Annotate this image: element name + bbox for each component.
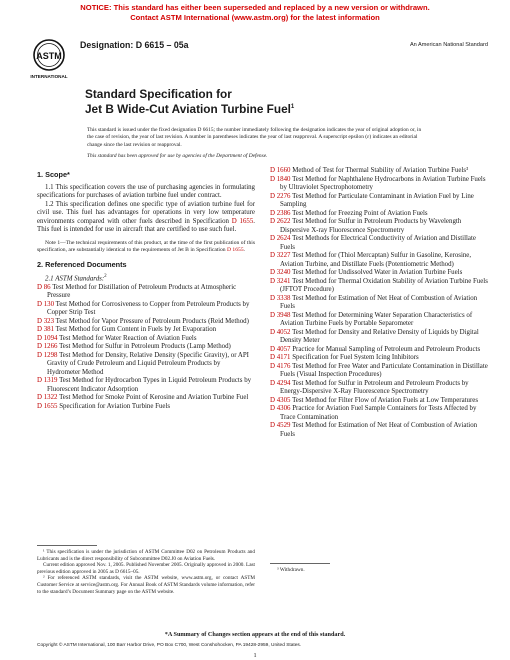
reference-title: Test Method for Smoke Point of Kerosine and Aviation Turbine Fuel	[57, 394, 249, 402]
reference-title: Test Method for Naphthalene Hydrocarbons in Aviation Turbine Fuels by Ultraviolet Spectrophotometry	[280, 175, 486, 191]
reference-code-link[interactable]: D 4529	[270, 422, 291, 429]
reference-title: Test Method for Corrosiveness to Copper from Petroleum Products by Copper Strip Test	[47, 300, 250, 317]
reference-item	[37, 403, 255, 412]
footnote-1: ¹ This specification is under the jurisdiction of ASTM Committee D02 on Petroleum Products and Lubricants and is the direct responsibility of Subcommittee D02.J0 on Aviation Fuels.	[37, 549, 255, 562]
reference-item	[270, 278, 492, 295]
reference-title: Test Method for Gum Content in Fuels by Jet Evaporation	[54, 326, 217, 334]
reference-title: Test Method for Estimation of Net Heat of Combustion of Aviation Fuels	[280, 294, 478, 310]
scope-para-1-1: 1.1 This specification covers the use of purchasing agencies in formulating specifications for purchases of aviation turbine fuel under contract.	[37, 183, 255, 199]
astm-logo-icon	[30, 38, 68, 82]
reference-code-link[interactable]: D 2276	[270, 192, 291, 200]
reference-code-link[interactable]: D 1322	[37, 394, 58, 402]
footnote-divider	[37, 545, 97, 546]
reference-title: Method of Test for Thermal Stability of Aviation Turbine Fuels³	[290, 167, 469, 174]
reference-item	[270, 210, 492, 219]
reference-item	[270, 354, 492, 363]
reference-item	[270, 295, 492, 312]
reference-item	[270, 380, 492, 397]
notice-banner	[0, 3, 510, 23]
reference-title: Specification for Aviation Turbine Fuels	[57, 402, 171, 410]
reference-title: Test Method for Vapor Pressure of Petroleum Products (Reid Method)	[54, 317, 249, 325]
intro-dod-note: This standard has been approved for use by agencies of the Department of Defense.	[87, 153, 268, 159]
reference-title: Specification for Fuel System Icing Inhibitors	[290, 354, 419, 361]
left-column	[37, 167, 255, 411]
reference-title: Test Method for Filter Flow of Aviation Fuels at Low Temperatures	[290, 396, 479, 404]
right-column	[270, 167, 492, 439]
reference-code-link[interactable]: D 3227	[270, 252, 291, 259]
reference-item	[270, 193, 492, 210]
designation: Designation: D 6615 – 05a	[80, 40, 189, 50]
reference-item	[270, 329, 492, 346]
reference-code-link[interactable]: D 2622	[270, 218, 291, 225]
reference-code-link[interactable]: D 1840	[270, 175, 291, 183]
reference-title: Test Method for Thermal Oxidation Stability of Aviation Turbine Fuels (JFTOT Procedure)	[280, 277, 488, 293]
reference-code-link[interactable]: D 2386	[270, 209, 291, 217]
reference-code-link[interactable]: D 1266	[37, 343, 58, 351]
reference-title: Practice for Manual Sampling of Petroleum and Petroleum Products	[290, 345, 481, 353]
reference-title: Test Method for Sulfur in Petroleum and Petroleum Products by Energy-Dispersive X-Ray Fluorescence Spectrometry	[280, 379, 469, 395]
reference-item	[37, 343, 255, 352]
scope-heading: 1. Scope*	[37, 170, 70, 179]
reference-code-link[interactable]: D 1298	[37, 351, 58, 359]
summary-of-changes-note: *A Summary of Changes section appears at the end of this standard.	[164, 631, 346, 638]
reference-item	[270, 312, 492, 329]
page-number: 1	[253, 652, 257, 659]
svg-text:ASTM: ASTM	[36, 51, 62, 61]
reference-item	[37, 326, 255, 335]
reference-code-link[interactable]: D 4057	[270, 345, 291, 353]
reference-item	[37, 394, 255, 403]
reference-code-link[interactable]: D 4306	[270, 405, 291, 412]
scope-para-1-2: 1.2 This specification defines one specific type of aviation turbine fuel for civil use. This fuel has advantages for operations in very low temperature environments compared with other fuels described in Specification D 1655. This fuel is intended for use in aircraft that are certified to use such fuel.	[37, 200, 256, 233]
reference-item	[270, 363, 492, 380]
reference-title: Test Method for Density and Relative Density of Liquids by Digital Density Meter	[280, 328, 479, 344]
astm-standards-subheading: 2.1 ASTM Standards:$^2$	[45, 274, 107, 283]
reference-item	[37, 318, 255, 327]
logo-text: INTERNATIONAL	[30, 74, 68, 79]
reference-title: Test Method for Hydrocarbon Types in Liquid Petroleum Products by Fluorescent Indicator Adsorption	[47, 377, 252, 393]
reference-code-link[interactable]: D 381	[37, 326, 55, 334]
reference-code-link[interactable]: D 323	[37, 317, 55, 325]
title-line-1: Standard Specification for	[85, 87, 232, 101]
reference-code-link[interactable]: D 3948	[270, 311, 291, 319]
reference-code-link[interactable]: D 130	[37, 300, 55, 308]
footnotes	[37, 549, 255, 595]
reference-item	[270, 235, 492, 252]
american-national-standard: An American National Standard	[409, 42, 488, 48]
reference-title: Test Method for Sulfur in Petroleum Products by Wavelength Dispersive X-ray Fluorescence Spectrometry	[280, 218, 462, 234]
footnote-1-edition: Current edition approved Nov. 1, 2005. Published November 2005. Originally approved in 2000. Last previous edition approved in 2005 as D 6615–05.	[37, 562, 255, 575]
footnote-3: ³ Withdrawn.	[277, 567, 305, 573]
reference-list-right	[270, 167, 492, 439]
reference-title: Practice for Aviation Fuel Sample Containers for Tests Affected by Trace Contamination	[280, 405, 477, 421]
reference-code-link[interactable]: D 4176	[270, 362, 291, 370]
reference-list-left	[37, 284, 255, 412]
reference-code-link[interactable]: D 4305	[270, 396, 291, 404]
reference-code-link[interactable]: D 2624	[270, 235, 291, 242]
reference-code-link[interactable]: D 4052	[270, 328, 291, 336]
reference-item	[270, 397, 492, 406]
reference-item	[37, 335, 255, 344]
document-title	[85, 88, 294, 116]
reference-item	[270, 405, 492, 422]
reference-code-link[interactable]: D 86	[37, 283, 51, 291]
reference-code-link[interactable]: D 4294	[270, 379, 291, 387]
reference-code-link[interactable]: D 1094	[37, 334, 58, 342]
intro-paragraph: This standard is issued under the fixed designation D 6615; the number immediately following the designation indicates the year of original adoption or, in the case of revision, the year of last revision. A number in parentheses indicates the year of last reapproval. A superscript epsilon (ε) indicates an editorial change since the last revision or reapproval.	[87, 127, 422, 148]
reference-title: Test Method for Distillation of Petroleum Products at Atmospheric Pressure	[47, 283, 237, 300]
reference-item	[37, 377, 255, 394]
reference-title: Test Method for Determining Water Separation Characteristics of Aviation Turbine Fuels by Portable Separometer	[280, 311, 473, 327]
reference-title: Test Method for Particulate Contaminant in Aviation Fuel by Line Sampling	[280, 192, 474, 208]
copyright-line: Copyright © ASTM International, 100 Barr Harbor Drive, PO Box C700, West Conshohocken, PA 19428-2959, United States.	[37, 643, 302, 648]
title-line-2: Jet B Wide-Cut Aviation Turbine Fuel$^1$	[85, 101, 295, 116]
title-footnote-ref[interactable]: 1	[290, 104, 295, 110]
reference-code-link[interactable]: D 3240	[270, 269, 291, 276]
reference-item	[37, 352, 255, 378]
reference-item	[270, 422, 492, 439]
reference-item	[37, 284, 255, 301]
referenced-documents-heading: 2. Referenced Documents	[37, 259, 127, 269]
reference-title: Test Method for Water Reaction of Aviation Fuels	[57, 334, 197, 342]
notice-line-2: Contact ASTM International (www.astm.org) for the latest information	[130, 13, 380, 22]
reference-title: Test Method for Density, Relative Density (Specific Gravity), or API Gravity of Crude Petroleum and Liquid Petroleum Products by Hydrometer Method	[47, 351, 249, 376]
reference-item	[270, 252, 492, 269]
notice-line-1: NOTICE: This standard has either been superseded and replaced by a new version or withdrawn.	[80, 3, 430, 12]
reference-item	[270, 176, 492, 193]
reference-title: Test Method for (Thiol Mercaptan) Sulfur in Gasoline, Kerosine, Aviation Turbine, and Distillate Fuels (Potentiometric Method)	[280, 252, 472, 268]
reference-item	[270, 218, 492, 235]
footnote-divider-right	[270, 563, 330, 564]
reference-item	[37, 301, 255, 318]
reference-title: Test Method for Free Water and Particulate Contamination in Distillate Fuels (Visual Inspection Procedures)	[280, 362, 488, 378]
scope-note-1: Note 1—The technical requirements of this product, at the time of the first publication of this specification, are substantially identical to the requirements of Jet B in Specification D 1655.	[37, 239, 255, 253]
reference-code-link[interactable]: D 1319	[37, 377, 58, 385]
note-ref-link-d1655[interactable]: D 1655	[226, 246, 244, 253]
reference-title: Test Method for Freezing Point of Aviation Fuels	[290, 209, 428, 217]
footnote-2: ² For referenced ASTM standards, visit the ASTM website, www.astm.org, or contact ASTM Customer Service at service@astm.org. For Annual Book of ASTM Standards volume information, refer to the standard’s Document Summary page on the ASTM website.	[37, 575, 255, 595]
reference-item	[270, 346, 492, 355]
reference-code-link[interactable]: D 3241	[270, 277, 291, 285]
reference-code-link[interactable]: D 1660	[270, 167, 291, 174]
reference-code-link[interactable]: D 1655	[37, 402, 58, 410]
reference-code-link[interactable]: D 4171	[270, 354, 291, 361]
reference-title: Test Method for Estimation of Net Heat of Combustion of Aviation Fuels	[280, 422, 478, 438]
reference-code-link[interactable]: D 3338	[270, 294, 291, 302]
reference-title: Test Method for Sulfur in Petroleum Products (Lamp Method)	[57, 343, 231, 351]
reference-title: Test Methods for Electrical Conductivity of Aviation and Distillate Fuels	[280, 235, 476, 251]
reference-item	[270, 269, 492, 278]
ref-link-d1655[interactable]: D 1655	[231, 217, 254, 225]
reference-title: Test Method for Undissolved Water in Aviation Turbine Fuels	[290, 269, 463, 276]
reference-item	[270, 167, 492, 176]
